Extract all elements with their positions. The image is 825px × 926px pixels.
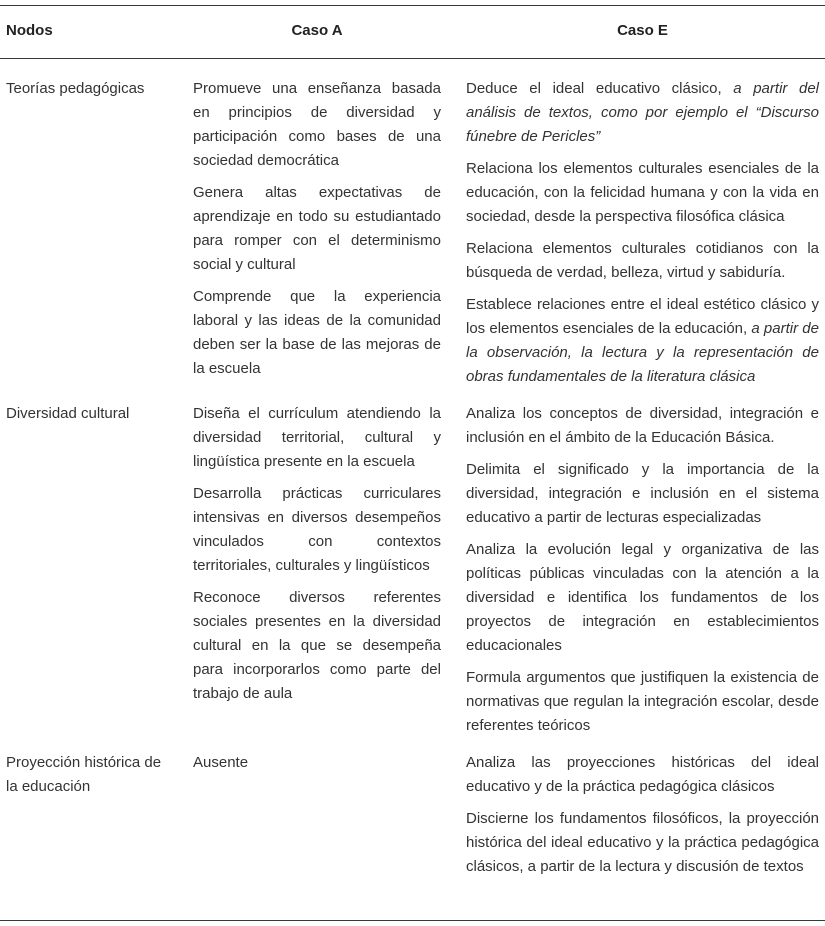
- nodo-label: Diversidad cultural: [6, 405, 130, 422]
- caso-e-italic: a partir del análisis de textos, como por ejemplo el “Discurso fúnebre de Pericles”: [466, 80, 820, 145]
- caso-e-item: [466, 293, 819, 389]
- header-caso-a: Caso A: [291, 22, 343, 39]
- caso-e-text: Analiza los conceptos de diversidad, integración e inclusión en el ámbito de la Educación Básica.: [466, 405, 819, 446]
- caso-e-item: [466, 538, 819, 658]
- caso-a-cell: [193, 751, 441, 775]
- caso-e-item: [466, 157, 819, 229]
- caso-e-text: Formula argumentos que justifiquen la existencia de normativas que regulan la integración escolar, desde referentes teóricos: [466, 669, 819, 734]
- caso-e-item: [466, 237, 819, 285]
- caso-a-item: Promueve una enseñanza basada en principios de diversidad y participación como bases de una sociedad democrática: [193, 80, 441, 169]
- caso-e-cell: [466, 751, 819, 879]
- caso-e-text: Analiza las proyecciones históricas del ideal educativo y de la práctica pedagógica clásicos: [466, 754, 819, 795]
- caso-a-cell: [193, 77, 441, 381]
- nodo-label: Proyección histórica de la educación: [6, 754, 162, 795]
- table-top-rule: [0, 5, 825, 6]
- caso-e-text: Delimita el significado y la importancia de la diversidad, integración e inclusión en el sistema educativo a partir de lecturas especializadas: [466, 461, 819, 526]
- table-bottom-rule: [0, 920, 825, 921]
- caso-e-cell: [466, 77, 819, 389]
- header-nodos: Nodos: [6, 22, 53, 39]
- nodo-label: Teorías pedagógicas: [6, 80, 145, 97]
- caso-a-item: Comprende que la experiencia laboral y las ideas de la comunidad deben ser la base de las mejoras de la escuela: [193, 288, 441, 377]
- caso-e-item: [466, 666, 819, 738]
- caso-e-text: Analiza la evolución legal y organizativa de las políticas públicas vinculadas con la atención a la diversidad e identifica los fundamentos de los proyectos de integración en establecimientos educacionales: [466, 541, 819, 654]
- caso-a-item: Diseña el currículum atendiendo la diversidad territorial, cultural y lingüística presente en la escuela: [193, 405, 441, 470]
- caso-e-cell: [466, 402, 819, 738]
- caso-e-italic: a partir de la observación, la lectura y la representación de obras fundamentales de la literatura clásica: [466, 320, 819, 385]
- caso-a-item: Genera altas expectativas de aprendizaje en todo su estudiantado para romper con el determinismo social y cultural: [193, 184, 441, 273]
- caso-e-item: [466, 807, 819, 879]
- caso-a-item: Ausente: [193, 754, 249, 771]
- caso-e-text: Establece relaciones entre el ideal estético clásico y los elementos esenciales de la educación,: [466, 296, 819, 337]
- caso-e-item: [466, 751, 819, 799]
- caso-a-item: Desarrolla prácticas curriculares intensivas en diversos desempeños vinculados con contextos territoriales, culturales y lingüísticos: [193, 485, 441, 574]
- caso-e-item: [466, 402, 819, 450]
- caso-a-item: Reconoce diversos referentes sociales presentes en la diversidad cultural en la que se desempeña para incorporarlos como parte del trabajo de aula: [193, 589, 441, 702]
- caso-e-text: Discierne los fundamentos filosóficos, la proyección histórica del ideal educativo y la práctica pedagógica clásicos, a partir de la lectura y discusión de textos: [466, 810, 819, 875]
- caso-e-item: [466, 458, 819, 530]
- caso-e-text: Relaciona elementos culturales cotidianos con la búsqueda de verdad, belleza, virtud y sabiduría.: [466, 240, 819, 281]
- caso-a-cell: [193, 402, 441, 706]
- caso-e-text: Deduce el ideal educativo clásico,: [466, 80, 734, 97]
- caso-e-item: [466, 77, 819, 149]
- header-caso-e: Caso E: [617, 22, 668, 39]
- header-bottom-rule: [0, 58, 825, 59]
- caso-e-text: Relaciona los elementos culturales esenciales de la educación, con la felicidad humana y con la vida en sociedad, desde la perspectiva filosófica clásica: [466, 160, 819, 225]
